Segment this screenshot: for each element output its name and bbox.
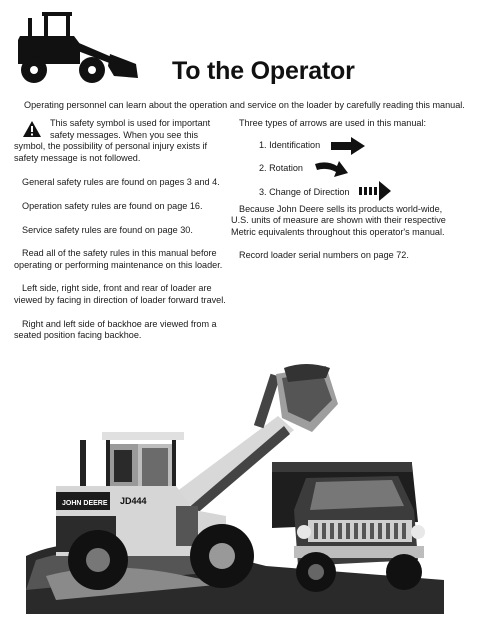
arrow-item-rotation <box>259 163 303 175</box>
arrow-item-identification <box>259 140 320 152</box>
arrow-label: 2. Rotation <box>259 163 303 173</box>
right-column <box>231 118 459 262</box>
loader-brand-lettering: JOHN DEERE <box>62 500 108 507</box>
curved-arrow-icon <box>315 158 349 180</box>
general-rules-text: General safety rules are found on pages 3 and 4. <box>22 177 220 188</box>
loader-sides-text: Left side, right side, front and rear of loader are viewed by facing in direction of loader forward travel. <box>14 283 226 305</box>
safety-symbol-paragraph <box>14 118 226 164</box>
striped-arrow-icon <box>359 181 391 201</box>
loader-model-number: JD444 <box>120 496 147 506</box>
backhoe-sides-text: Right and left side of backhoe are viewed from a seated position facing backhoe. <box>14 318 217 341</box>
units-note-text: Because John Deere sells its products world-wide, U.S. units of measure are shown with their respective Metric equivalents throughout this operator's manual. <box>231 203 446 237</box>
arrow-intro-text: Three types of arrows are used in this manual: <box>239 118 427 128</box>
loader-truck-photo <box>26 360 444 614</box>
arrow-label: 3. Change of Direction <box>259 187 350 197</box>
read-all-text: Read all of the safety rules in this manual before operating or performing maintenance on this loader. <box>14 248 223 270</box>
safety-symbol-text: This safety symbol is used for important safety messages. When you see this symbol, the possibility of personal injury exists if safety message is not followed. <box>14 118 211 163</box>
arrow-label: 1. Identification <box>259 140 321 150</box>
loader-silhouette-icon <box>14 10 142 84</box>
left-column <box>14 118 226 342</box>
operation-rules-text: Operation safety rules are found on page 16. <box>22 200 203 211</box>
arrow-item-change-direction <box>259 187 350 199</box>
service-rules-text: Service safety rules are found on page 30. <box>22 224 193 235</box>
warning-triangle-icon <box>22 120 42 138</box>
intro-text: Operating personnel can learn about the operation and service on the loader by carefully reading this manual. <box>24 100 465 110</box>
solid-arrow-icon <box>331 137 365 155</box>
page-title: To the Operator <box>172 57 355 85</box>
serial-note-text: Record loader serial numbers on page 72. <box>239 250 409 261</box>
